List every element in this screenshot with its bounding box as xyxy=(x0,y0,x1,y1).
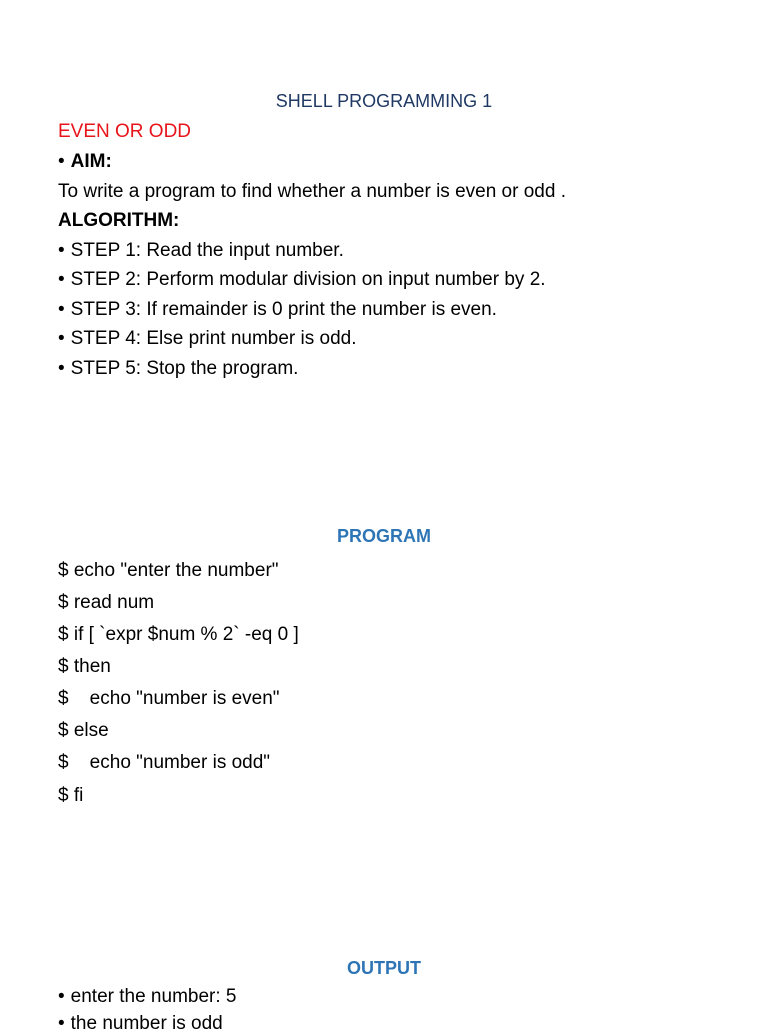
program-line: $ else xyxy=(58,720,109,741)
step-text: STEP 3: If remainder is 0 print the number is even. xyxy=(70,299,497,320)
heading-even-or-odd: EVEN OR ODD xyxy=(58,121,192,142)
bullet: • xyxy=(58,328,65,349)
bullet: • xyxy=(58,240,65,261)
step-item xyxy=(58,327,357,351)
program-line: $ echo "enter the number" xyxy=(58,560,279,581)
bullet: • xyxy=(58,1013,65,1034)
program-line: $ fi xyxy=(58,785,84,806)
program-line: $ then xyxy=(58,656,111,677)
aim-bullet-line xyxy=(58,150,112,174)
aim-text: To write a program to find whether a number is even or odd . xyxy=(58,181,566,202)
output-item xyxy=(58,985,236,1009)
step-item xyxy=(58,268,546,292)
bullet: • xyxy=(58,358,65,379)
output-text: enter the number: 5 xyxy=(70,986,237,1007)
aim-label: AIM: xyxy=(70,151,112,172)
output-text: the number is odd xyxy=(70,1013,223,1034)
program-line: $ read num xyxy=(58,592,155,613)
program-line: $ echo "number is odd" xyxy=(58,752,271,773)
bullet: • xyxy=(58,151,65,172)
bullet: • xyxy=(58,269,65,290)
step-text: STEP 2: Perform modular division on input number by 2. xyxy=(70,269,546,290)
output-heading: OUTPUT xyxy=(347,958,421,978)
document-title: SHELL PROGRAMMING 1 xyxy=(275,91,493,111)
step-text: STEP 1: Read the input number. xyxy=(70,240,344,261)
step-item xyxy=(58,239,344,263)
program-line: $ if [ `expr $num % 2` -eq 0 ] xyxy=(58,624,299,645)
step-text: STEP 5: Stop the program. xyxy=(70,358,299,379)
algorithm-label: ALGORITHM: xyxy=(58,210,180,231)
program-line: $ echo "number is even" xyxy=(58,688,280,709)
step-item xyxy=(58,357,298,381)
bullet: • xyxy=(58,986,65,1007)
step-text: STEP 4: Else print number is odd. xyxy=(70,328,357,349)
output-item xyxy=(58,1012,223,1036)
program-heading: PROGRAM xyxy=(337,526,431,546)
step-item xyxy=(58,298,497,322)
bullet: • xyxy=(58,299,65,320)
